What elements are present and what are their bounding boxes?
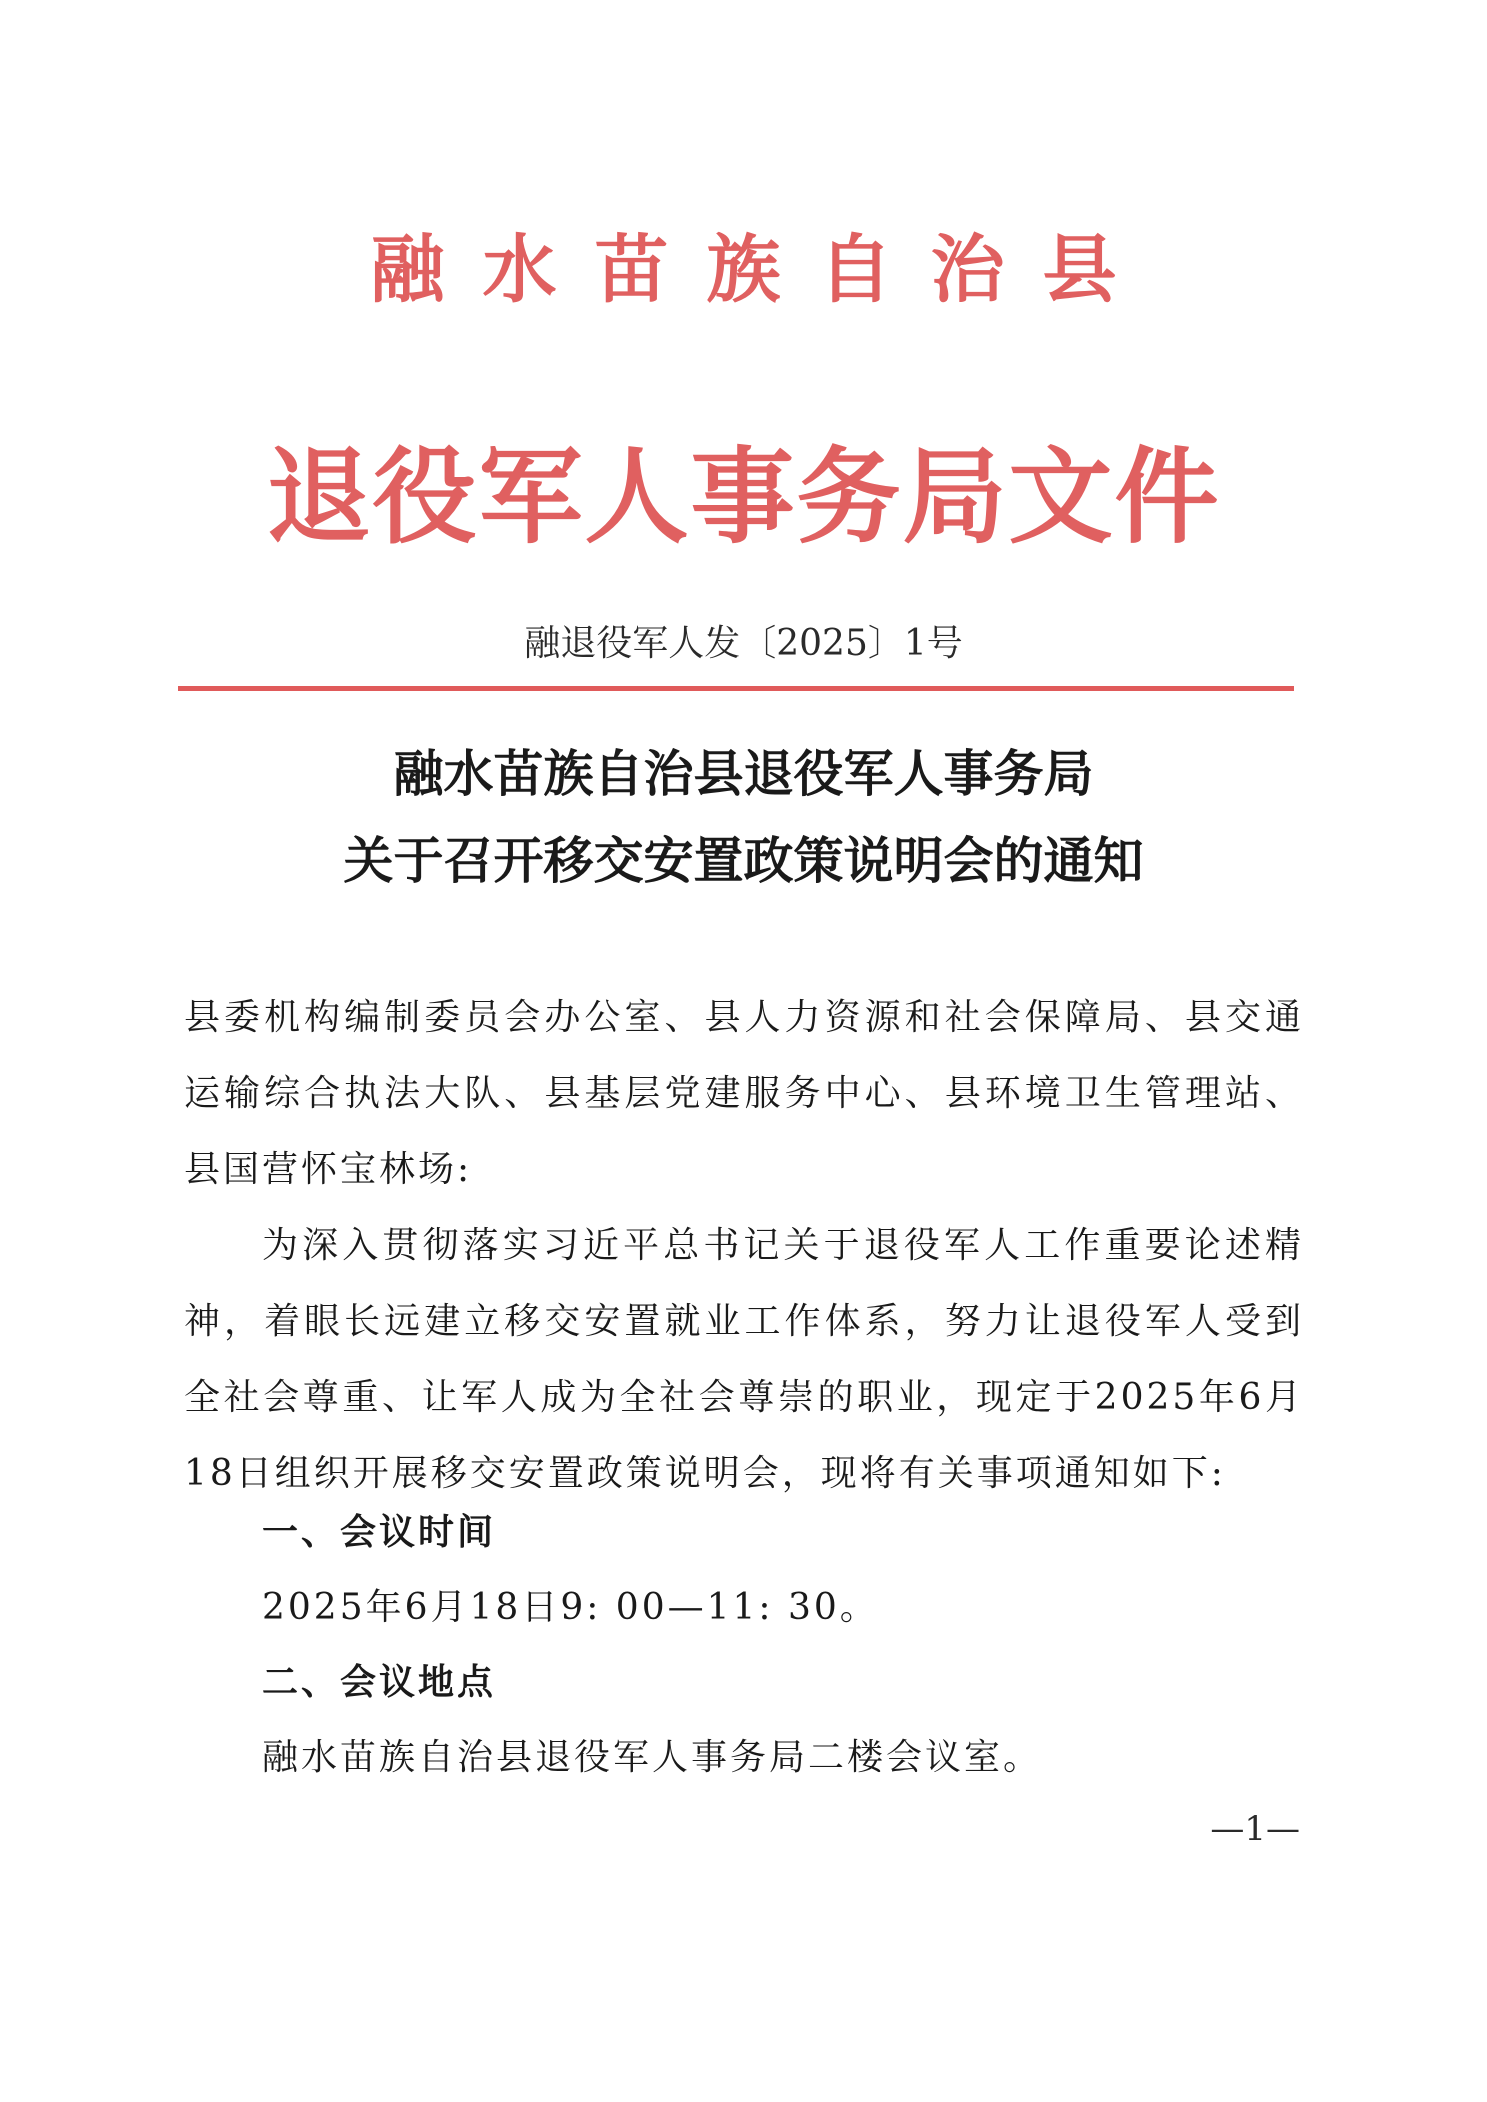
intro-paragraph: 为深入贯彻落实习近平总书记关于退役军人工作重要论述精神，着眼长远建立移交安置就业工作体系，努力让退役军人受到全社会尊重、让军人成为全社会尊崇的职业，现定于2025年6月18日组织开展移交安置政策说明会，现将有关事项通知如下: [184, 1225, 1304, 1494]
issuer-name-line: 融水苗族自治县 [370, 227, 1155, 313]
issuer-document-heading: 退役军人事务局文件 [266, 435, 1221, 558]
red-divider-rule [178, 686, 1294, 691]
section-text-meeting-time: 2025年6月18日9: 00—11: 30。 [262, 1587, 879, 1628]
section-heading-meeting-time: 一、会议时间 [262, 1511, 497, 1553]
section-text-meeting-place: 融水苗族自治县退役军人事务局二楼会议室。 [262, 1737, 1043, 1778]
document-number: 融退役军人发〔2025〕1号 [524, 623, 963, 664]
notice-title-line1: 融水苗族自治县退役军人事务局 [393, 744, 1094, 803]
section-heading-meeting-place: 二、会议地点 [262, 1661, 497, 1703]
notice-title-line2: 关于召开移交安置政策说明会的通知 [343, 831, 1144, 890]
addressee-paragraph: 县委机构编制委员会办公室、县人力资源和社会保障局、县交通运输综合执法大队、县基层党建服务中心、县环境卫生管理站、县国营怀宝林场: [184, 997, 1304, 1190]
page-number: —1— [1210, 1809, 1300, 1849]
